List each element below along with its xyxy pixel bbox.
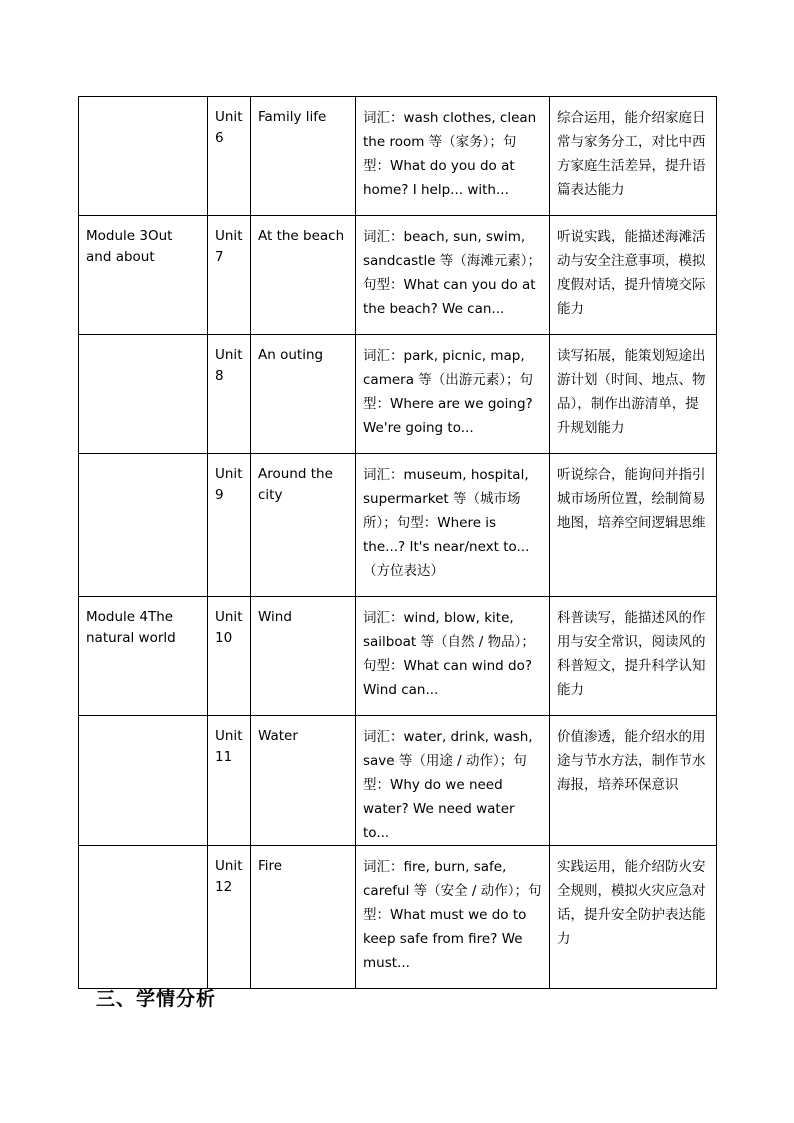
topic-cell: At the beach bbox=[251, 216, 356, 335]
topic-cell: Family life bbox=[251, 97, 356, 216]
module-cell bbox=[79, 846, 208, 989]
goal-cell: 综合运用，能介绍家庭日常与家务分工，对比中西方家庭生活差异，提升语篇表达能力 bbox=[550, 97, 717, 216]
topic-cell: Around the city bbox=[251, 454, 356, 597]
unit-cell: Unit 10 bbox=[208, 597, 251, 716]
table-row bbox=[79, 454, 717, 597]
module-cell bbox=[79, 716, 208, 846]
vocabulary-cell: 词汇：museum, hospital, supermarket 等（城市场所）；句型：Where is the...? It's near/next to...（方位表达） bbox=[356, 454, 550, 597]
table-row bbox=[79, 846, 717, 989]
module-cell bbox=[79, 454, 208, 597]
table-row bbox=[79, 97, 717, 216]
vocabulary-cell: 词汇：wash clothes, clean the room 等（家务）；句型：What do you do at home? I help... with... bbox=[356, 97, 550, 216]
table-row bbox=[79, 716, 717, 846]
module-cell: Module 4The natural world bbox=[79, 597, 208, 716]
unit-cell: Unit 12 bbox=[208, 846, 251, 989]
topic-cell: Water bbox=[251, 716, 356, 846]
goal-cell: 读写拓展，能策划短途出游计划（时间、地点、物品），制作出游清单，提升规划能力 bbox=[550, 335, 717, 454]
vocabulary-cell: 词汇：fire, burn, safe, careful 等（安全 / 动作）；句型：What must we do to keep safe from fire? We must... bbox=[356, 846, 550, 989]
unit-cell: Unit 8 bbox=[208, 335, 251, 454]
goal-cell: 科普读写，能描述风的作用与安全常识，阅读风的科普短文，提升科学认知能力 bbox=[550, 597, 717, 716]
curriculum-table bbox=[78, 96, 717, 989]
goal-cell: 价值渗透，能介绍水的用途与节水方法，制作节水海报，培养环保意识 bbox=[550, 716, 717, 846]
table-row bbox=[79, 335, 717, 454]
unit-cell: Unit 6 bbox=[208, 97, 251, 216]
vocabulary-cell: 词汇：park, picnic, map, camera 等（出游元素）；句型：Where are we going? We're going to... bbox=[356, 335, 550, 454]
unit-cell: Unit 9 bbox=[208, 454, 251, 597]
topic-cell: Wind bbox=[251, 597, 356, 716]
module-cell bbox=[79, 97, 208, 216]
topic-cell: Fire bbox=[251, 846, 356, 989]
goal-cell: 听说综合，能询问并指引城市场所位置，绘制简易地图，培养空间逻辑思维 bbox=[550, 454, 717, 597]
vocabulary-cell: 词汇：water, drink, wash, save 等（用途 / 动作）；句型：Why do we need water? We need water to... bbox=[356, 716, 550, 846]
section-heading: 三、学情分析 bbox=[96, 988, 217, 1010]
vocabulary-cell: 词汇：wind, blow, kite, sailboat 等（自然 / 物品）；句型：What can wind do? Wind can... bbox=[356, 597, 550, 716]
goal-cell: 实践运用，能介绍防火安全规则，模拟火灾应急对话，提升安全防护表达能力 bbox=[550, 846, 717, 989]
table-row bbox=[79, 216, 717, 335]
unit-cell: Unit 7 bbox=[208, 216, 251, 335]
vocabulary-cell: 词汇：beach, sun, swim, sandcastle 等（海滩元素）；句型：What can you do at the beach? We can... bbox=[356, 216, 550, 335]
module-cell bbox=[79, 335, 208, 454]
goal-cell: 听说实践，能描述海滩活动与安全注意事项，模拟度假对话，提升情境交际能力 bbox=[550, 216, 717, 335]
table-row bbox=[79, 597, 717, 716]
unit-cell: Unit 11 bbox=[208, 716, 251, 846]
topic-cell: An outing bbox=[251, 335, 356, 454]
module-cell: Module 3Out and about bbox=[79, 216, 208, 335]
